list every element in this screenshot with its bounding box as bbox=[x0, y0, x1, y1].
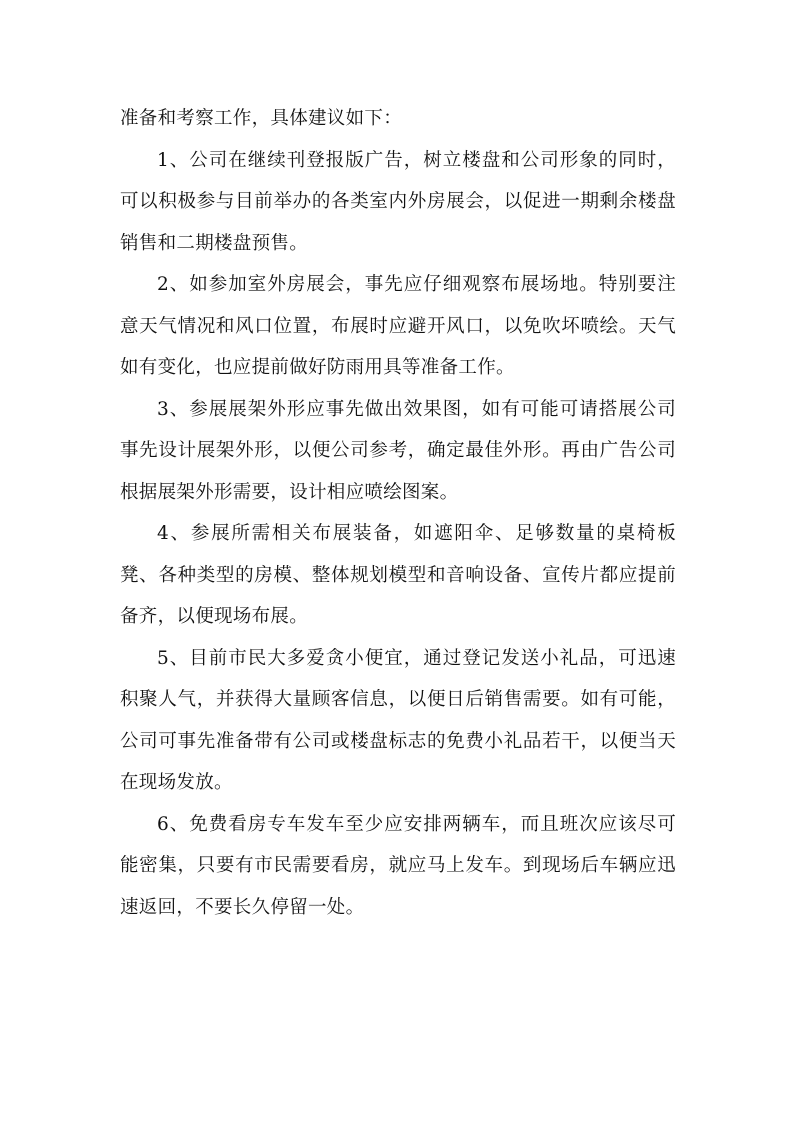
paragraph-item-3: 3、参展展架外形应事先做出效果图，如有可能可请搭展公司事先设计展架外形，以便公司参考，确定最佳外形。再由广告公司根据展架外形需要，设计相应喷绘图案。 bbox=[120, 398, 676, 503]
paragraph-item-5: 5、目前市民大多爱贪小便宜，通过登记发送小礼品，可迅速积聚人气，并获得大量顾客信息，以便日后销售需要。如有可能，公司可事先准备带有公司或楼盘标志的免费小礼品若干，以便当天在现场发放。 bbox=[120, 647, 676, 793]
paragraph-item-6: 6、免费看房专车发车至少应安排两辆车，而且班次应该尽可能密集，只要有市民需要看房，就应马上发车。到现场后车辆应迅速返回，不要长久停留一处。 bbox=[120, 813, 676, 918]
paragraph-item-2: 2、如参加室外房展会，事先应仔细观察布展场地。特别要注意天气情况和风口位置，布展时应避开风口，以免吹坏喷绘。天气如有变化，也应提前做好防雨用具等准备工作。 bbox=[120, 274, 676, 378]
paragraph-item-1: 1、公司在继续刊登报版广告，树立楼盘和公司形象的同时，可以积极参与目前举办的各类室内外房展会，以促进一期剩余楼盘销售和二期楼盘预售。 bbox=[120, 149, 676, 254]
document-body bbox=[120, 98, 676, 928]
paragraph-item-4: 4、参展所需相关布展装备，如遮阳伞、足够数量的桌椅板凳、各种类型的房模、整体规划模型和音响设备、宣传片都应提前备齐，以便现场布展。 bbox=[120, 523, 676, 627]
paragraph-intro: 准备和考察工作，具体建议如下： bbox=[120, 108, 403, 129]
